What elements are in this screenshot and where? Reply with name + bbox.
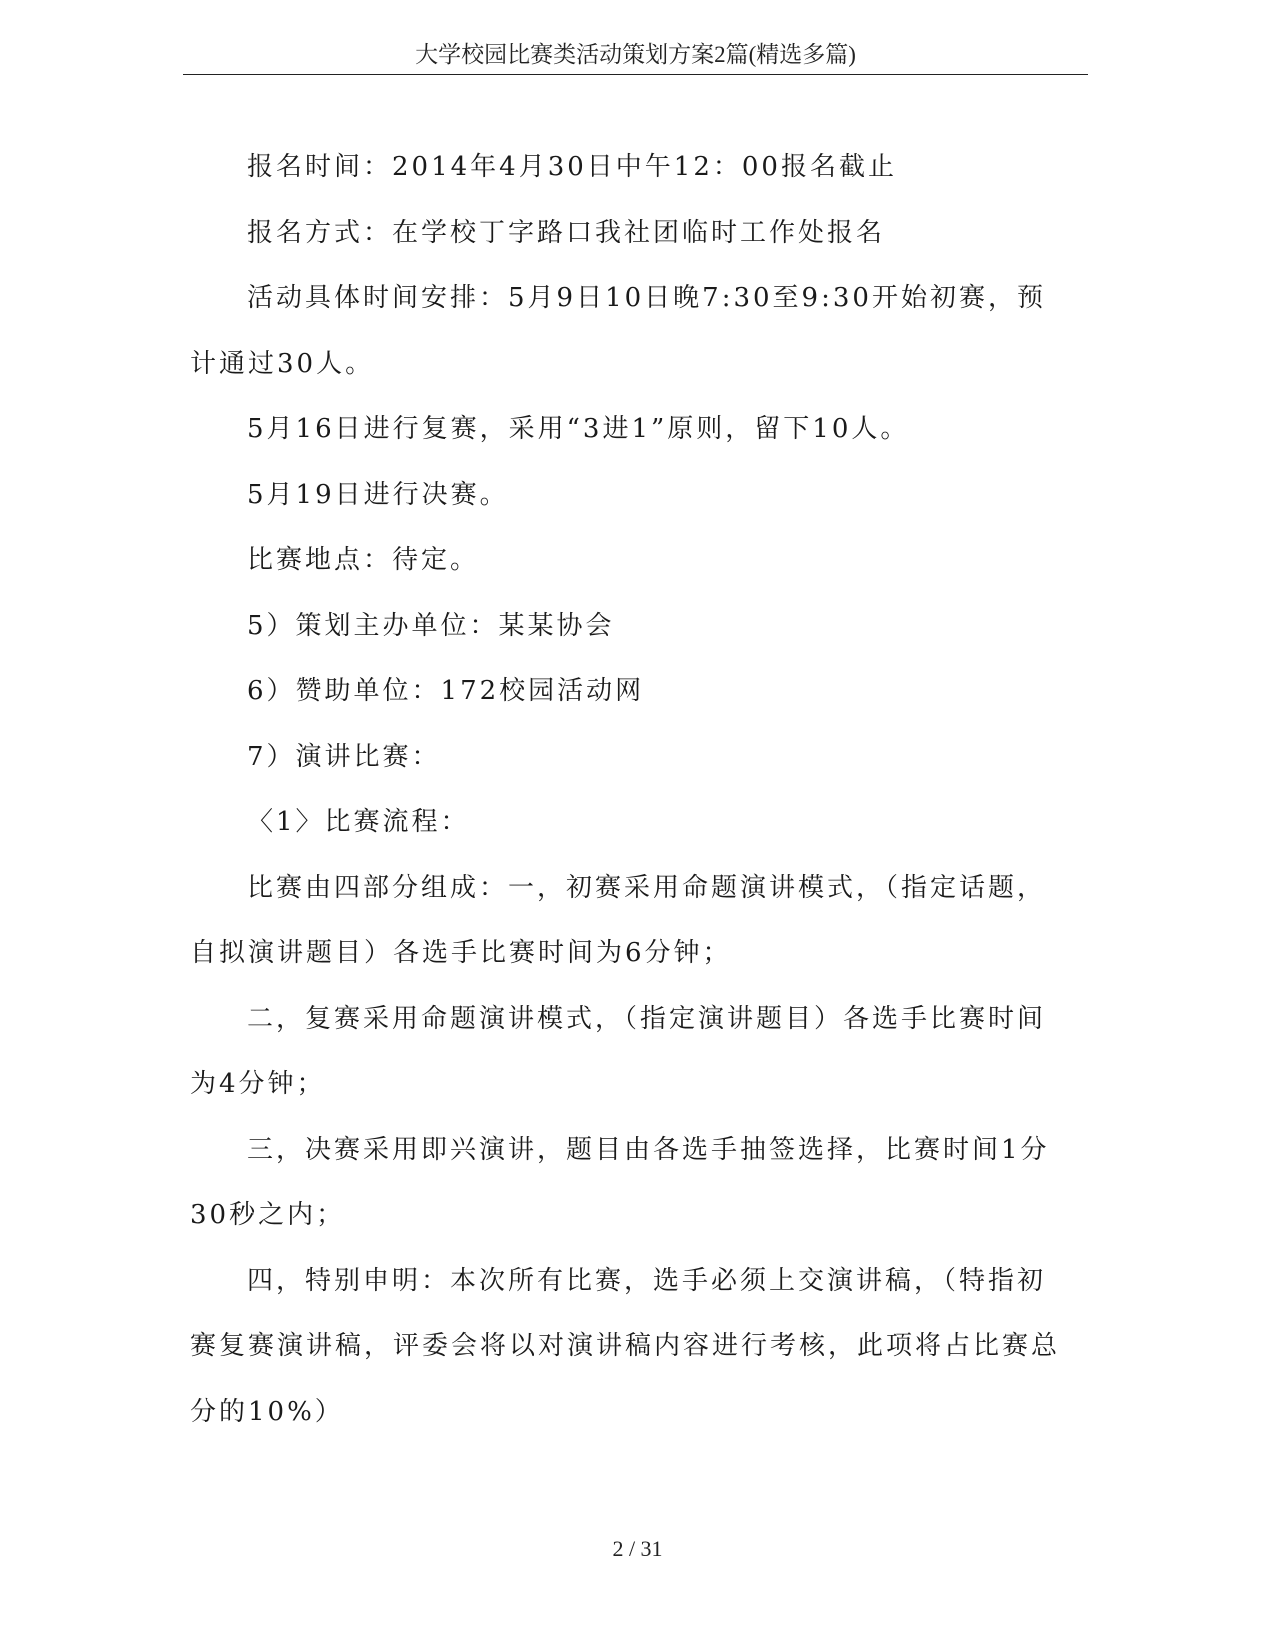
paragraph-final: 5月19日进行决赛。 <box>247 479 509 510</box>
page-footer <box>0 1534 1275 1564</box>
paragraph-part-four: 四，特别申明：本次所有比赛，选手必须上交演讲稿，（特指初赛复赛演讲稿，评委会将以对演讲稿内容进行考核，此项将占比赛总分的10%） <box>190 1265 1061 1427</box>
paragraph-sponsor: 6）赞助单位：172校园活动网 <box>247 676 645 706</box>
document-title: 大学校园比赛类活动策划方案2篇(精选多篇) <box>415 42 856 67</box>
paragraph-speech-contest: 7）演讲比赛： <box>247 741 441 772</box>
paragraph-part-three: 三，决赛采用即兴演讲，题目由各选手抽签选择，比赛时间1分30秒之内； <box>190 1134 1050 1230</box>
paragraph-contest-process: 〈1〉比赛流程： <box>247 807 470 837</box>
page-number: 2 / 31 <box>612 1536 663 1561</box>
paragraph-semifinal: 5月16日进行复赛，采用“3进1”原则，留下10人。 <box>247 414 910 444</box>
paragraph-registration-time: 报名时间：2014年4月30日中午12：00报名截止 <box>247 152 897 182</box>
paragraph-part-two: 二，复赛采用命题演讲模式，（指定演讲题目）各选手比赛时间为4分钟； <box>190 1003 1047 1099</box>
paragraph-venue: 比赛地点：待定。 <box>247 545 480 575</box>
page-header <box>183 40 1088 75</box>
paragraph-part-one: 比赛由四部分组成：一，初赛采用命题演讲模式，（指定话题，自拟演讲题目）各选手比赛时间为6分钟； <box>190 872 1047 968</box>
paragraph-registration-method: 报名方式：在学校丁字路口我社团临时工作处报名 <box>247 217 886 248</box>
document-body <box>190 135 1070 1445</box>
paragraph-organizer: 5）策划主办单位：某某协会 <box>247 610 615 641</box>
paragraph-schedule: 活动具体时间安排：5月9日10日晚7:30至9:30开始初赛，预计通过30人。 <box>190 283 1046 379</box>
